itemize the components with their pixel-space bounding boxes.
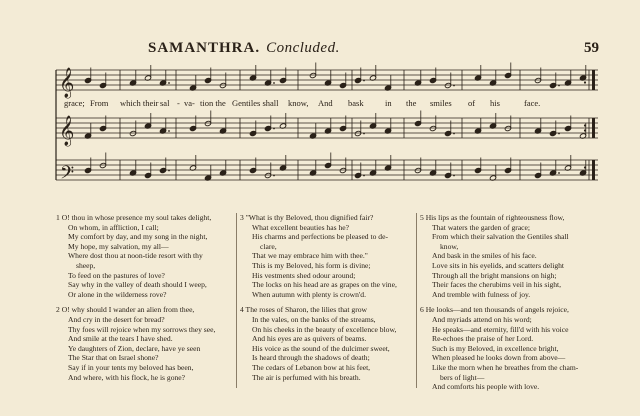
note-dot	[558, 85, 560, 87]
bar-lines	[56, 70, 595, 180]
verse-line: clare,	[260, 241, 277, 251]
verse-line: When autumn with plenty is crown'd.	[252, 289, 366, 299]
verse-column-3	[420, 213, 610, 398]
verse-line: bers of light—	[440, 372, 485, 382]
verse-line: And his eyes are as quivers of beams.	[252, 334, 367, 344]
lyric-word: in	[385, 98, 392, 108]
verse-line: Re-echoes the praise of her Lord.	[432, 334, 534, 344]
verse	[240, 305, 416, 382]
clefs	[59, 67, 74, 188]
title-name: SAMANTHRA.	[148, 40, 261, 56]
lyric-word: And	[318, 98, 333, 108]
verse-line: On whom, in affliction, I call;	[68, 222, 159, 232]
verse-line: His vestments shed odour around;	[252, 270, 356, 280]
verse-line: Say if in your tents my beloved has been,	[68, 362, 194, 372]
verse-line: And myriads attend on his word;	[432, 314, 532, 324]
lyric-word: From	[90, 98, 109, 108]
verse-line: His voice as the sound of the dulcimer sweet,	[252, 343, 390, 353]
verse-line: He speaks—and eternity, fill'd with his voice	[432, 324, 569, 334]
lyric-word: the	[406, 98, 417, 108]
verse	[420, 213, 610, 299]
note-dot	[273, 82, 275, 84]
verse-line: Through all the bright mansions on high;	[432, 270, 557, 280]
verse	[56, 213, 234, 299]
verse-column-1	[56, 213, 234, 388]
verse-line: That waters the garden of grace;	[432, 222, 531, 232]
verse-line: And bask in the smiles of his face.	[432, 251, 537, 261]
lyric-word: tion the	[200, 98, 226, 108]
verse-line: Love sits in his eyelids, and scatters delight	[432, 260, 565, 270]
verses	[0, 213, 640, 403]
verse-line: Is heard through the shadows of death;	[252, 353, 370, 363]
lyric-word: va	[184, 98, 193, 108]
verse-line: The locks on his head are as grapes on the vine,	[252, 280, 397, 290]
verse-line: 1 O! thou in whose presence my soul takes delight,	[56, 213, 212, 222]
verse-line: The air is perfumed with his breath.	[252, 372, 361, 382]
verse-line: On his cheeks in the beauty of excellence blow,	[252, 324, 397, 334]
verse-line: Say why in the valley of death should I weep,	[68, 280, 207, 290]
lyric-line	[60, 98, 600, 110]
note-dot	[168, 82, 170, 84]
verse-line: When pleased he looks down from above—	[432, 353, 566, 363]
treble-clef-icon: 𝄞	[59, 116, 75, 146]
verse-line: Such is my Beloved, in excellence bright,	[432, 343, 559, 353]
verse-line: To feed on the pastures of love?	[68, 270, 165, 280]
verse-line: My comfort by day, and my song in the night,	[68, 232, 208, 242]
verse-line: And where, with his flock, he is gone?	[68, 372, 186, 382]
final-bar-line	[592, 118, 595, 138]
verse-line: From which their salvation the Gentiles shall	[432, 232, 569, 242]
verse-line: And comforts his people with love.	[432, 382, 540, 392]
bass-clef-icon: 𝄢	[60, 163, 75, 188]
verse	[240, 213, 416, 299]
verse-line: In the vales, on the banks of the streams,	[252, 314, 376, 324]
note-dot	[168, 130, 170, 132]
lyric-word: Gentiles shall	[232, 98, 279, 108]
note-dot	[453, 85, 455, 87]
verse-line: And smile at the tears I have shed.	[68, 334, 173, 344]
treble-clef-icon: 𝄞	[59, 68, 75, 98]
verse-line: His charms and perfections be pleased to de-	[252, 232, 389, 242]
verse-line: 2 O! why should I wander an alien from thee,	[56, 305, 195, 315]
lyric-word: grace;	[64, 98, 85, 108]
verse-line: The cedars of Lebanon bow at his feet,	[252, 362, 371, 372]
verse-line: 6 He looks—and ten thousands of angels rejoice,	[420, 305, 569, 315]
verse-line: And tremble with fulness of joy.	[432, 289, 531, 299]
verse-line: The Star that on Israel shone?	[68, 353, 159, 363]
verse-line: Like the morn when he breathes from the cham-	[432, 362, 579, 372]
column-divider	[416, 213, 417, 388]
final-bar-line	[592, 70, 595, 90]
repeat-dot	[584, 81, 586, 83]
note-dot	[363, 175, 365, 177]
lyric-word: sal	[160, 98, 170, 108]
verse-line: know,	[440, 241, 459, 251]
note-dot	[273, 128, 275, 130]
verse-line: Where dost thou at noon-tide resort with thy	[68, 251, 203, 261]
verse	[420, 305, 610, 391]
verse-line: Their faces the cherubims veil in his sight,	[432, 280, 562, 290]
verse-line: That we may embrace him with thee."	[252, 251, 368, 261]
note-dot	[558, 172, 560, 174]
final-bar-line	[592, 160, 595, 180]
verse-line: Or alone in the wilderness rove?	[68, 289, 167, 299]
lyric-word: face.	[524, 98, 541, 108]
verse-line: 3 "What is thy Beloved, thou dignified fair?	[240, 213, 374, 222]
verse-line: My hope, my salvation, my all—	[68, 241, 169, 251]
column-divider	[236, 213, 237, 388]
verse-line: sheep,	[76, 260, 96, 270]
verse	[56, 305, 234, 382]
lyric-word: know,	[288, 98, 309, 108]
note-dot	[363, 133, 365, 135]
verse-line: Ye daughters of Zion, declare, have ye seen	[68, 343, 201, 353]
verse-line: 5 His lips as the fountain of righteousness flow,	[420, 213, 565, 222]
verse-line: 4 The roses of Sharon, the lilies that grow	[240, 305, 368, 315]
page-number: 59	[584, 40, 599, 56]
verse-line: This is my Beloved, his form is divine;	[252, 260, 371, 270]
lyric-word: -	[192, 98, 195, 108]
lyric-word: bask	[348, 98, 364, 108]
note-dot	[453, 175, 455, 177]
lyric-word: his	[490, 98, 500, 108]
lyric-word: -	[177, 98, 180, 108]
note-dot	[168, 170, 170, 172]
lyric-word: which their	[120, 98, 159, 108]
note-dot	[273, 175, 275, 177]
verse-line: Thy foes will rejoice when my sorrows they see,	[68, 324, 216, 334]
verse-line: And cry in the desert for bread?	[68, 314, 165, 324]
lyric-word: of	[468, 98, 476, 108]
verse-column-2	[240, 213, 416, 388]
note-dot	[453, 133, 455, 135]
lyric-word: smiles	[430, 98, 452, 108]
verse-line: What excellent beauties has he?	[252, 222, 349, 232]
note-dot	[558, 133, 560, 135]
title-subtitle: Concluded.	[266, 40, 340, 56]
note-dot	[363, 80, 365, 82]
